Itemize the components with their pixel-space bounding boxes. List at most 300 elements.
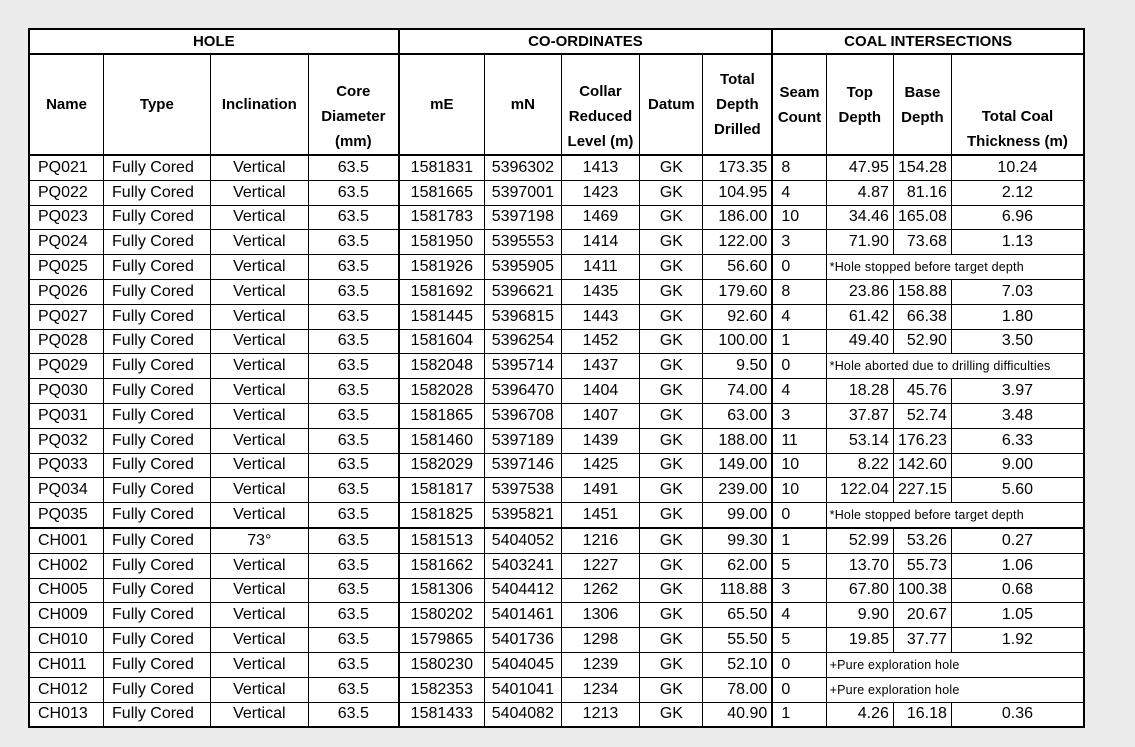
cell-top-depth: 67.80 — [826, 578, 893, 603]
cell-me: 1580202 — [399, 603, 485, 628]
cell-inclination: Vertical — [210, 553, 308, 578]
cell-collar: 1404 — [561, 379, 640, 404]
cell-datum: GK — [640, 702, 703, 727]
cell-type: Fully Cored — [104, 230, 211, 255]
cell-inclination: Vertical — [210, 379, 308, 404]
cell-mn: 5396302 — [485, 155, 562, 180]
cell-total-coal: 5.60 — [951, 478, 1084, 503]
table-row — [29, 354, 1084, 379]
group-coordinates: CO-ORDINATES — [399, 29, 773, 54]
cell-name: PQ035 — [29, 503, 104, 528]
cell-base-depth: 165.08 — [893, 205, 951, 230]
cell-mn: 5404045 — [485, 652, 562, 677]
table-row — [29, 528, 1084, 553]
cell-base-depth: 158.88 — [893, 279, 951, 304]
cell-top-depth: 18.28 — [826, 379, 893, 404]
cell-type: Fully Cored — [104, 578, 211, 603]
table-row — [29, 379, 1084, 404]
cell-seam-count: 1 — [772, 702, 826, 727]
drillhole-summary-sheet — [28, 28, 1085, 728]
cell-datum: GK — [640, 677, 703, 702]
table-row — [29, 677, 1084, 702]
cell-core-diameter: 63.5 — [309, 503, 399, 528]
cell-total-coal: 1.13 — [951, 230, 1084, 255]
cell-seam-count: 8 — [772, 155, 826, 180]
cell-mn: 5401461 — [485, 603, 562, 628]
col-seam-count: Seam Count — [772, 54, 826, 155]
cell-total-depth: 9.50 — [703, 354, 772, 379]
cell-me: 1581692 — [399, 279, 485, 304]
cell-total-coal: 3.97 — [951, 379, 1084, 404]
cell-total-depth: 99.30 — [703, 528, 772, 553]
cell-type: Fully Cored — [104, 677, 211, 702]
cell-collar: 1216 — [561, 528, 640, 553]
cell-core-diameter: 63.5 — [309, 478, 399, 503]
cell-total-coal: 6.33 — [951, 428, 1084, 453]
cell-core-diameter: 63.5 — [309, 702, 399, 727]
cell-name: PQ022 — [29, 180, 104, 205]
cell-seam-count: 0 — [772, 503, 826, 528]
cell-top-depth: 9.90 — [826, 603, 893, 628]
cell-total-coal: 2.12 — [951, 180, 1084, 205]
cell-core-diameter: 63.5 — [309, 553, 399, 578]
cell-seam-count: 11 — [772, 428, 826, 453]
cell-top-depth: 61.42 — [826, 304, 893, 329]
cell-collar: 1227 — [561, 553, 640, 578]
cell-collar: 1437 — [561, 354, 640, 379]
cell-collar: 1407 — [561, 403, 640, 428]
cell-me: 1580230 — [399, 652, 485, 677]
cell-collar: 1234 — [561, 677, 640, 702]
cell-name: CH005 — [29, 578, 104, 603]
cell-inclination: Vertical — [210, 354, 308, 379]
cell-note: *Hole aborted due to drilling difficulties — [826, 354, 1084, 379]
cell-total-depth: 65.50 — [703, 603, 772, 628]
table-row — [29, 279, 1084, 304]
cell-total-depth: 52.10 — [703, 652, 772, 677]
cell-type: Fully Cored — [104, 603, 211, 628]
cell-name: PQ030 — [29, 379, 104, 404]
cell-mn: 5395905 — [485, 255, 562, 280]
cell-datum: GK — [640, 578, 703, 603]
cell-core-diameter: 63.5 — [309, 255, 399, 280]
cell-type: Fully Cored — [104, 528, 211, 553]
cell-name: PQ027 — [29, 304, 104, 329]
cell-total-coal: 0.36 — [951, 702, 1084, 727]
cell-name: PQ028 — [29, 329, 104, 354]
cell-inclination: Vertical — [210, 428, 308, 453]
cell-inclination: Vertical — [210, 578, 308, 603]
cell-top-depth: 47.95 — [826, 155, 893, 180]
cell-total-coal: 10.24 — [951, 155, 1084, 180]
cell-total-depth: 239.00 — [703, 478, 772, 503]
cell-base-depth: 37.77 — [893, 628, 951, 653]
cell-total-coal: 1.80 — [951, 304, 1084, 329]
col-me: mE — [399, 54, 485, 155]
cell-collar: 1435 — [561, 279, 640, 304]
cell-name: PQ023 — [29, 205, 104, 230]
cell-inclination: Vertical — [210, 255, 308, 280]
cell-inclination: Vertical — [210, 403, 308, 428]
cell-mn: 5397146 — [485, 453, 562, 478]
cell-total-coal: 3.50 — [951, 329, 1084, 354]
cell-datum: GK — [640, 528, 703, 553]
cell-core-diameter: 63.5 — [309, 180, 399, 205]
cell-base-depth: 81.16 — [893, 180, 951, 205]
cell-me: 1581433 — [399, 702, 485, 727]
cell-total-coal: 1.05 — [951, 603, 1084, 628]
cell-mn: 5397538 — [485, 478, 562, 503]
cell-datum: GK — [640, 652, 703, 677]
cell-name: PQ034 — [29, 478, 104, 503]
cell-type: Fully Cored — [104, 255, 211, 280]
cell-mn: 5395714 — [485, 354, 562, 379]
cell-datum: GK — [640, 230, 703, 255]
cell-type: Fully Cored — [104, 354, 211, 379]
cell-type: Fully Cored — [104, 428, 211, 453]
cell-seam-count: 10 — [772, 453, 826, 478]
cell-datum: GK — [640, 428, 703, 453]
cell-collar: 1414 — [561, 230, 640, 255]
col-inclination: Inclination — [210, 54, 308, 155]
cell-type: Fully Cored — [104, 180, 211, 205]
cell-total-coal: 0.27 — [951, 528, 1084, 553]
table-row — [29, 553, 1084, 578]
cell-mn: 5396621 — [485, 279, 562, 304]
cell-inclination: Vertical — [210, 180, 308, 205]
cell-me: 1581831 — [399, 155, 485, 180]
cell-collar: 1262 — [561, 578, 640, 603]
cell-seam-count: 4 — [772, 603, 826, 628]
cell-me: 1582029 — [399, 453, 485, 478]
table-row — [29, 503, 1084, 528]
cell-total-depth: 92.60 — [703, 304, 772, 329]
cell-base-depth: 53.26 — [893, 528, 951, 553]
cell-datum: GK — [640, 503, 703, 528]
cell-collar: 1306 — [561, 603, 640, 628]
cell-datum: GK — [640, 329, 703, 354]
cell-total-depth: 186.00 — [703, 205, 772, 230]
cell-base-depth: 154.28 — [893, 155, 951, 180]
cell-top-depth: 4.87 — [826, 180, 893, 205]
cell-datum: GK — [640, 205, 703, 230]
cell-me: 1581604 — [399, 329, 485, 354]
cell-top-depth: 122.04 — [826, 478, 893, 503]
cell-top-depth: 13.70 — [826, 553, 893, 578]
col-datum: Datum — [640, 54, 703, 155]
cell-type: Fully Cored — [104, 503, 211, 528]
cell-name: PQ031 — [29, 403, 104, 428]
cell-total-depth: 122.00 — [703, 230, 772, 255]
cell-datum: GK — [640, 379, 703, 404]
cell-datum: GK — [640, 304, 703, 329]
cell-base-depth: 142.60 — [893, 453, 951, 478]
cell-total-depth: 40.90 — [703, 702, 772, 727]
cell-top-depth: 53.14 — [826, 428, 893, 453]
cell-total-depth: 188.00 — [703, 428, 772, 453]
cell-datum: GK — [640, 180, 703, 205]
cell-collar: 1439 — [561, 428, 640, 453]
cell-inclination: Vertical — [210, 628, 308, 653]
cell-type: Fully Cored — [104, 628, 211, 653]
cell-base-depth: 66.38 — [893, 304, 951, 329]
cell-total-depth: 179.60 — [703, 279, 772, 304]
cell-type: Fully Cored — [104, 478, 211, 503]
table-body — [29, 155, 1084, 727]
cell-top-depth: 19.85 — [826, 628, 893, 653]
cell-core-diameter: 63.5 — [309, 205, 399, 230]
cell-core-diameter: 63.5 — [309, 453, 399, 478]
table-row — [29, 329, 1084, 354]
cell-datum: GK — [640, 478, 703, 503]
cell-inclination: Vertical — [210, 478, 308, 503]
cell-seam-count: 0 — [772, 677, 826, 702]
cell-inclination: Vertical — [210, 329, 308, 354]
table-row — [29, 255, 1084, 280]
cell-mn: 5396254 — [485, 329, 562, 354]
cell-mn: 5395553 — [485, 230, 562, 255]
cell-core-diameter: 63.5 — [309, 677, 399, 702]
table-row — [29, 628, 1084, 653]
cell-total-coal: 3.48 — [951, 403, 1084, 428]
cell-seam-count: 1 — [772, 528, 826, 553]
cell-inclination: Vertical — [210, 677, 308, 702]
col-collar-reduced-level: Collar Reduced Level (m) — [561, 54, 640, 155]
cell-name: CH010 — [29, 628, 104, 653]
col-total-depth: Total Depth Drilled — [703, 54, 772, 155]
cell-seam-count: 0 — [772, 255, 826, 280]
cell-collar: 1413 — [561, 155, 640, 180]
cell-me: 1582028 — [399, 379, 485, 404]
cell-collar: 1423 — [561, 180, 640, 205]
cell-inclination: Vertical — [210, 205, 308, 230]
col-top-depth: Top Depth — [826, 54, 893, 155]
cell-datum: GK — [640, 255, 703, 280]
cell-mn: 5401041 — [485, 677, 562, 702]
cell-inclination: Vertical — [210, 304, 308, 329]
cell-base-depth: 45.76 — [893, 379, 951, 404]
cell-me: 1581950 — [399, 230, 485, 255]
cell-top-depth: 71.90 — [826, 230, 893, 255]
cell-me: 1581865 — [399, 403, 485, 428]
cell-base-depth: 55.73 — [893, 553, 951, 578]
cell-datum: GK — [640, 453, 703, 478]
cell-me: 1581665 — [399, 180, 485, 205]
cell-mn: 5404082 — [485, 702, 562, 727]
table-row — [29, 155, 1084, 180]
table-row — [29, 578, 1084, 603]
cell-core-diameter: 63.5 — [309, 403, 399, 428]
cell-datum: GK — [640, 553, 703, 578]
cell-collar: 1443 — [561, 304, 640, 329]
cell-total-coal: 1.92 — [951, 628, 1084, 653]
cell-type: Fully Cored — [104, 279, 211, 304]
table-row — [29, 304, 1084, 329]
group-hole: HOLE — [29, 29, 399, 54]
cell-inclination: Vertical — [210, 453, 308, 478]
cell-seam-count: 5 — [772, 628, 826, 653]
drillhole-table — [28, 28, 1085, 728]
table-row — [29, 453, 1084, 478]
cell-datum: GK — [640, 628, 703, 653]
cell-name: CH009 — [29, 603, 104, 628]
cell-name: PQ025 — [29, 255, 104, 280]
cell-top-depth: 49.40 — [826, 329, 893, 354]
cell-core-diameter: 63.5 — [309, 304, 399, 329]
cell-collar: 1451 — [561, 503, 640, 528]
table-row — [29, 478, 1084, 503]
cell-core-diameter: 63.5 — [309, 652, 399, 677]
cell-total-depth: 55.50 — [703, 628, 772, 653]
cell-total-depth: 149.00 — [703, 453, 772, 478]
table-row — [29, 652, 1084, 677]
group-coal-intersections: COAL INTERSECTIONS — [772, 29, 1084, 54]
cell-core-diameter: 63.5 — [309, 379, 399, 404]
cell-me: 1579865 — [399, 628, 485, 653]
cell-inclination: Vertical — [210, 702, 308, 727]
cell-mn: 5403241 — [485, 553, 562, 578]
cell-total-depth: 104.95 — [703, 180, 772, 205]
cell-me: 1581445 — [399, 304, 485, 329]
cell-seam-count: 4 — [772, 379, 826, 404]
cell-note: *Hole stopped before target depth — [826, 255, 1084, 280]
cell-name: PQ029 — [29, 354, 104, 379]
cell-inclination: Vertical — [210, 652, 308, 677]
table-row — [29, 403, 1084, 428]
cell-name: PQ021 — [29, 155, 104, 180]
cell-total-depth: 173.35 — [703, 155, 772, 180]
cell-base-depth: 227.15 — [893, 478, 951, 503]
table-row — [29, 603, 1084, 628]
cell-type: Fully Cored — [104, 453, 211, 478]
cell-collar: 1425 — [561, 453, 640, 478]
cell-collar: 1452 — [561, 329, 640, 354]
cell-seam-count: 3 — [772, 403, 826, 428]
cell-inclination: Vertical — [210, 279, 308, 304]
cell-seam-count: 8 — [772, 279, 826, 304]
cell-seam-count: 5 — [772, 553, 826, 578]
cell-inclination: 73° — [210, 528, 308, 553]
cell-mn: 5397189 — [485, 428, 562, 453]
cell-name: PQ026 — [29, 279, 104, 304]
cell-total-coal: 1.06 — [951, 553, 1084, 578]
cell-base-depth: 100.38 — [893, 578, 951, 603]
cell-datum: GK — [640, 354, 703, 379]
cell-collar: 1213 — [561, 702, 640, 727]
cell-mn: 5404052 — [485, 528, 562, 553]
cell-top-depth: 8.22 — [826, 453, 893, 478]
cell-base-depth: 16.18 — [893, 702, 951, 727]
cell-total-coal: 6.96 — [951, 205, 1084, 230]
cell-inclination: Vertical — [210, 603, 308, 628]
cell-type: Fully Cored — [104, 155, 211, 180]
col-name: Name — [29, 54, 104, 155]
cell-core-diameter: 63.5 — [309, 528, 399, 553]
cell-total-coal: 0.68 — [951, 578, 1084, 603]
table-row — [29, 702, 1084, 727]
cell-core-diameter: 63.5 — [309, 354, 399, 379]
table-row — [29, 180, 1084, 205]
cell-mn: 5401736 — [485, 628, 562, 653]
cell-seam-count: 3 — [772, 230, 826, 255]
cell-top-depth: 23.86 — [826, 279, 893, 304]
cell-mn: 5396815 — [485, 304, 562, 329]
cell-mn: 5404412 — [485, 578, 562, 603]
cell-total-depth: 100.00 — [703, 329, 772, 354]
cell-collar: 1298 — [561, 628, 640, 653]
cell-total-depth: 63.00 — [703, 403, 772, 428]
cell-collar: 1469 — [561, 205, 640, 230]
cell-base-depth: 52.90 — [893, 329, 951, 354]
cell-mn: 5395821 — [485, 503, 562, 528]
col-base-depth: Base Depth — [893, 54, 951, 155]
cell-name: CH002 — [29, 553, 104, 578]
cell-datum: GK — [640, 155, 703, 180]
cell-total-depth: 74.00 — [703, 379, 772, 404]
cell-core-diameter: 63.5 — [309, 578, 399, 603]
cell-seam-count: 10 — [772, 478, 826, 503]
cell-me: 1581513 — [399, 528, 485, 553]
cell-total-depth: 56.60 — [703, 255, 772, 280]
group-header-row — [29, 29, 1084, 54]
cell-me: 1581783 — [399, 205, 485, 230]
cell-name: CH012 — [29, 677, 104, 702]
cell-total-depth: 62.00 — [703, 553, 772, 578]
cell-name: CH011 — [29, 652, 104, 677]
cell-note: +Pure exploration hole — [826, 677, 1084, 702]
cell-inclination: Vertical — [210, 155, 308, 180]
cell-name: PQ032 — [29, 428, 104, 453]
cell-me: 1581662 — [399, 553, 485, 578]
cell-name: CH013 — [29, 702, 104, 727]
col-core-diameter: Core Diameter (mm) — [309, 54, 399, 155]
cell-total-depth: 99.00 — [703, 503, 772, 528]
cell-core-diameter: 63.5 — [309, 428, 399, 453]
cell-top-depth: 34.46 — [826, 205, 893, 230]
col-mn: mN — [485, 54, 562, 155]
cell-core-diameter: 63.5 — [309, 279, 399, 304]
cell-datum: GK — [640, 603, 703, 628]
cell-core-diameter: 63.5 — [309, 329, 399, 354]
cell-base-depth: 73.68 — [893, 230, 951, 255]
cell-mn: 5397001 — [485, 180, 562, 205]
table-row — [29, 205, 1084, 230]
cell-me: 1581460 — [399, 428, 485, 453]
cell-seam-count: 0 — [772, 652, 826, 677]
cell-type: Fully Cored — [104, 702, 211, 727]
cell-collar: 1491 — [561, 478, 640, 503]
cell-base-depth: 176.23 — [893, 428, 951, 453]
cell-seam-count: 0 — [772, 354, 826, 379]
cell-datum: GK — [640, 403, 703, 428]
cell-core-diameter: 63.5 — [309, 230, 399, 255]
cell-me: 1581825 — [399, 503, 485, 528]
cell-name: PQ033 — [29, 453, 104, 478]
col-total-coal-thickness: Total Coal Thickness (m) — [951, 54, 1084, 155]
cell-type: Fully Cored — [104, 379, 211, 404]
cell-seam-count: 1 — [772, 329, 826, 354]
cell-datum: GK — [640, 279, 703, 304]
cell-total-coal: 7.03 — [951, 279, 1084, 304]
cell-total-depth: 78.00 — [703, 677, 772, 702]
cell-core-diameter: 63.5 — [309, 628, 399, 653]
cell-me: 1582353 — [399, 677, 485, 702]
cell-name: CH001 — [29, 528, 104, 553]
cell-inclination: Vertical — [210, 503, 308, 528]
cell-top-depth: 37.87 — [826, 403, 893, 428]
cell-collar: 1239 — [561, 652, 640, 677]
cell-type: Fully Cored — [104, 205, 211, 230]
